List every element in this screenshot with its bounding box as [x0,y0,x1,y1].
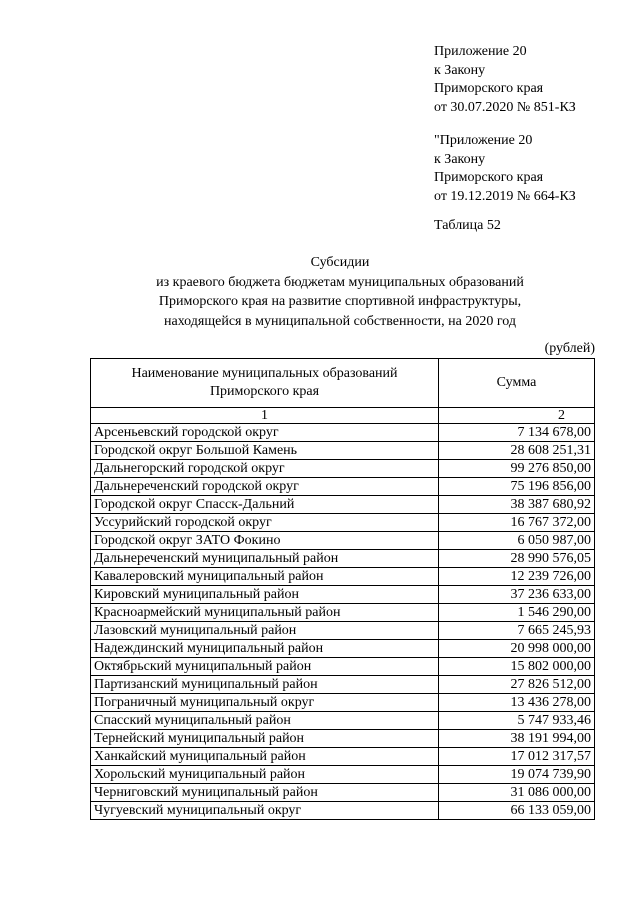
amount-cell: 13 436 278,00 [439,694,595,712]
appendix-current-line: Приложение 20 [434,44,527,59]
table-row [91,802,595,820]
subsidies-table [90,358,595,820]
table-row [91,550,595,568]
table-row [91,442,595,460]
title-line: находящейся в муниципальной собственности, на 2020 год [164,313,516,329]
amount-cell: 75 196 856,00 [439,478,595,496]
header-name-cell [91,359,439,408]
municipality-name-cell: Дальнегорский городской округ [91,460,439,478]
header-name-line: Приморского края [209,384,320,399]
document-title [0,253,640,331]
amount-cell: 19 074 739,90 [439,766,595,784]
municipality-name-cell: Надеждинский муниципальный район [91,640,439,658]
municipality-name-cell: Спасский муниципальный район [91,712,439,730]
municipality-name-cell: Кировский муниципальный район [91,586,439,604]
amount-cell: 6 050 987,00 [439,532,595,550]
municipality-name-cell: Тернейский муниципальный район [91,730,439,748]
municipality-name-cell: Чугуевский муниципальный округ [91,802,439,820]
title-line: из краевого бюджета бюджетам муниципальных образований [156,274,524,290]
municipality-name-cell: Черниговский муниципальный район [91,784,439,802]
municipality-name-cell: Пограничный муниципальный округ [91,694,439,712]
municipality-name-cell: Дальнереченский муниципальный район [91,550,439,568]
table-row [91,478,595,496]
table-row [91,604,595,622]
amount-cell: 20 998 000,00 [439,640,595,658]
table-row [91,730,595,748]
table-row [91,424,595,442]
table-row [91,784,595,802]
amount-cell: 15 802 000,00 [439,658,595,676]
municipality-name-cell: Партизанский муниципальный район [91,676,439,694]
amount-cell: 17 012 317,57 [439,748,595,766]
table-row [91,568,595,586]
municipality-name-cell: Городской округ ЗАТО Фокино [91,532,439,550]
table-row [91,460,595,478]
amount-cell: 37 236 633,00 [439,586,595,604]
amount-cell: 7 134 678,00 [439,424,595,442]
appendix-previous-line: Приморского края [434,170,544,185]
municipality-name-cell: Арсеньевский городской округ [91,424,439,442]
table-row [91,676,595,694]
table-label: Таблица 52 [434,218,501,233]
municipality-name-cell: Городской округ Большой Камень [91,442,439,460]
title-line: Субсидии [310,255,370,270]
amount-cell: 31 086 000,00 [439,784,595,802]
municipality-name-cell: Ханкайский муниципальный район [91,748,439,766]
appendix-current-line: к Закону [434,62,486,78]
column-number-row [91,408,595,424]
amount-cell: 1 546 290,00 [439,604,595,622]
municipality-name-cell: Хорольский муниципальный район [91,766,439,784]
amount-cell: 5 747 933,46 [439,712,595,730]
appendix-previous-block [434,132,576,206]
table-row [91,766,595,784]
amount-cell: 38 387 680,92 [439,496,595,514]
table-row [91,748,595,766]
amount-cell: 66 133 059,00 [439,802,595,820]
table-row [91,658,595,676]
amount-cell: 99 276 850,00 [439,460,595,478]
appendix-previous-line: от 19.12.2019 № 664-КЗ [434,188,576,204]
column-number-1: 1 [91,408,439,424]
appendix-current-line: от 30.07.2020 № 851-КЗ [434,99,576,115]
municipality-name-cell: Городской округ Спасск-Дальний [91,496,439,514]
amount-cell: 27 826 512,00 [439,676,595,694]
table-row [91,694,595,712]
table-row [91,640,595,658]
municipality-name-cell: Уссурийский городской округ [91,514,439,532]
column-number-2: 2 [439,408,595,424]
unit-label: (рублей) [544,341,595,356]
amount-cell: 7 665 245,93 [439,622,595,640]
appendix-previous-line: к Закону [434,151,486,167]
municipality-name-cell: Октябрьский муниципальный район [91,658,439,676]
amount-cell: 28 990 576,05 [439,550,595,568]
municipality-name-cell: Дальнереченский городской округ [91,478,439,496]
table-row [91,622,595,640]
table-header-row [91,359,595,408]
appendix-current-line: Приморского края [434,81,544,96]
title-line: Приморского края на развитие спортивной инфраструктуры, [158,294,522,309]
table-row [91,514,595,532]
header-name-line: Наименование муниципальных образований [131,366,398,381]
appendix-previous-line: "Приложение 20 [434,133,533,148]
header-sum-cell: Сумма [439,359,595,408]
amount-cell: 28 608 251,31 [439,442,595,460]
appendix-current-block [434,43,576,117]
table-row [91,532,595,550]
municipality-name-cell: Красноармейский муниципальный район [91,604,439,622]
municipality-name-cell: Лазовский муниципальный район [91,622,439,640]
amount-cell: 16 767 372,00 [439,514,595,532]
amount-cell: 12 239 726,00 [439,568,595,586]
municipality-name-cell: Кавалеровский муниципальный район [91,568,439,586]
table-row [91,712,595,730]
table-row [91,496,595,514]
table-row [91,586,595,604]
table-body [91,424,595,820]
amount-cell: 38 191 994,00 [439,730,595,748]
